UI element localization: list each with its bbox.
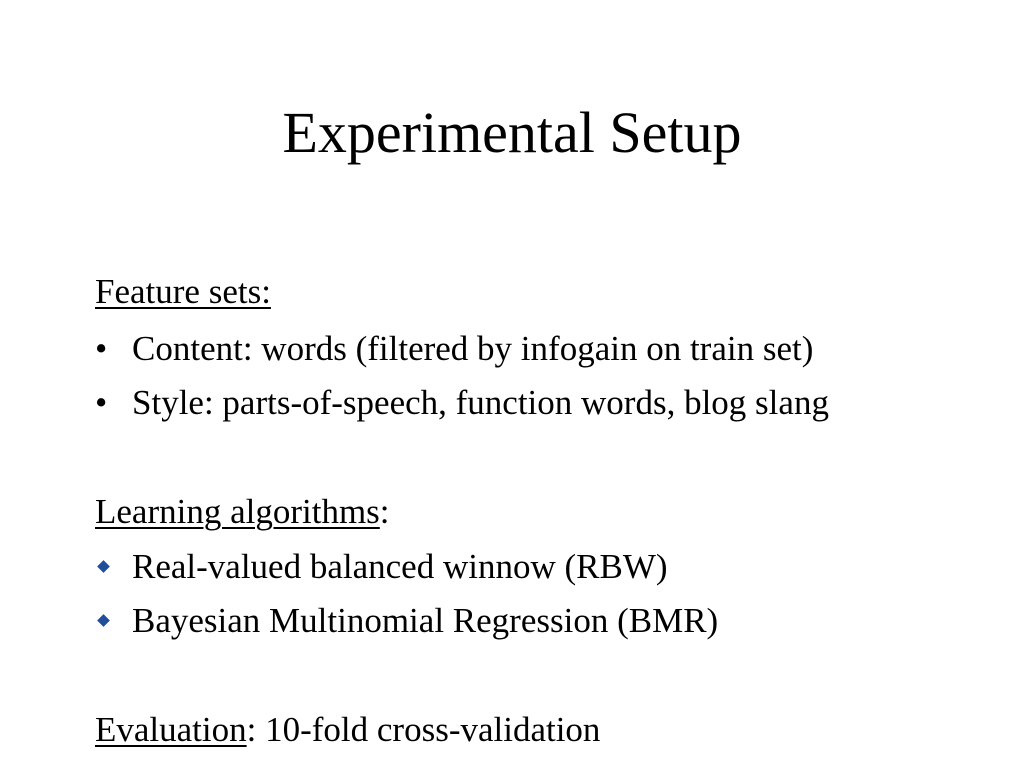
section-heading-text: Learning algorithms: [95, 492, 380, 531]
bullet-dot-icon: •: [95, 329, 108, 368]
list-item-text: Content: words (filtered by infogain on train set): [132, 329, 814, 368]
section-heading-learning-algorithms: [95, 491, 390, 533]
list-item-text: Real-valued balanced winnow (RBW): [132, 547, 668, 586]
section-heading-text: Evaluation: [95, 710, 247, 749]
section-heading-suffix: :: [379, 492, 390, 531]
section-heading-text: Feature sets:: [95, 272, 271, 311]
slide-title: Experimental Setup: [282, 100, 742, 165]
list-item-text: Bayesian Multinomial Regression (BMR): [132, 601, 719, 640]
section-heading-suffix: : 10-fold cross-validation: [246, 710, 601, 749]
section-heading-feature-sets: [95, 271, 271, 313]
section-heading-evaluation: [95, 709, 600, 751]
bullet-dot-icon: •: [95, 383, 108, 422]
list-item-text: Style: parts-of-speech, function words, blog slang: [132, 383, 829, 422]
